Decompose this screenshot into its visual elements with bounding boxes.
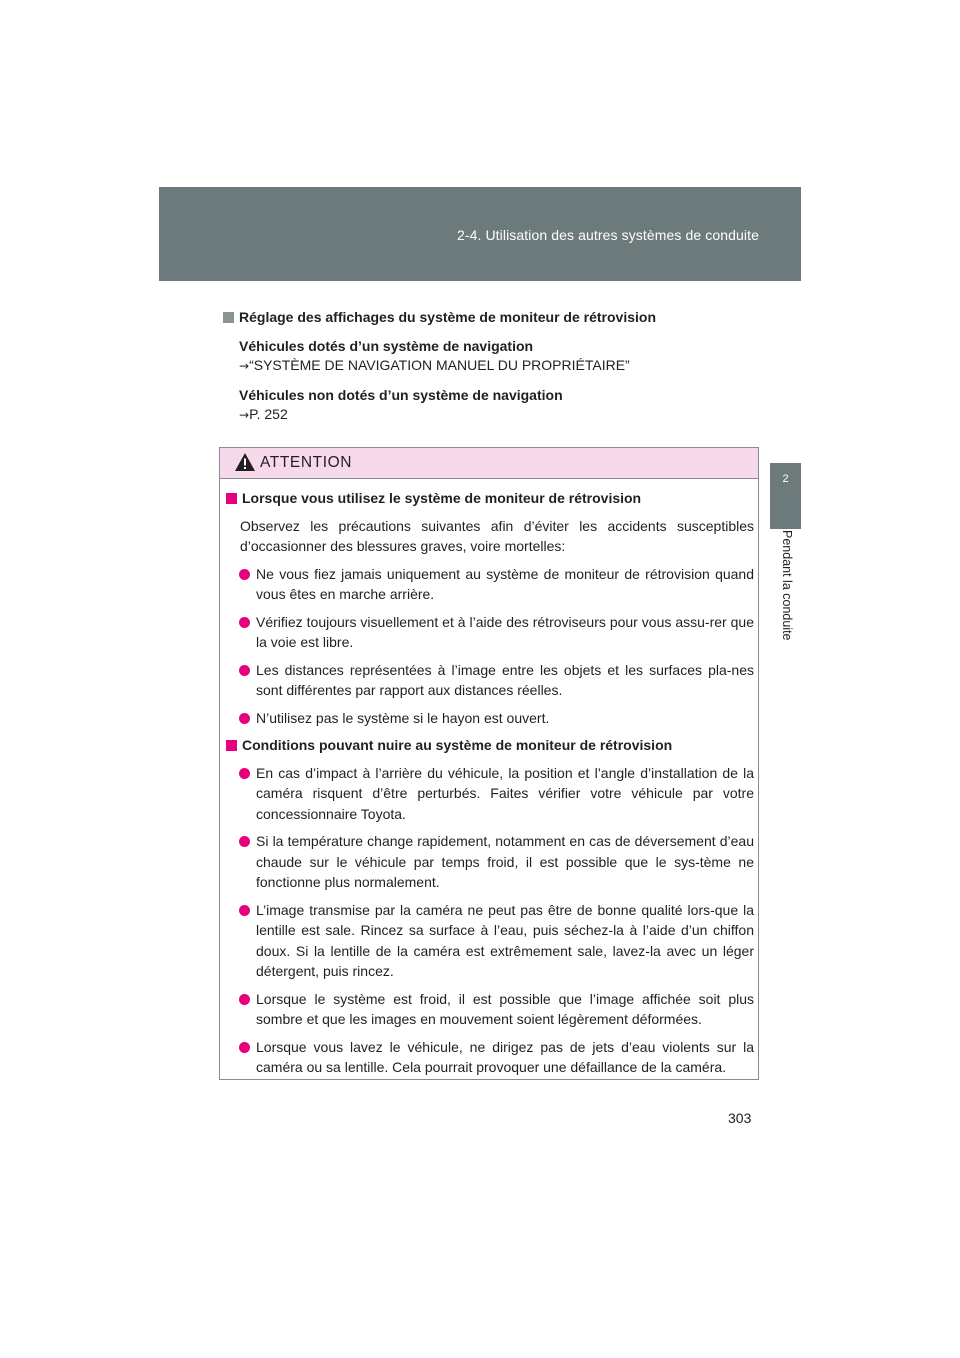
list-item: N’utilisez pas le système si le hayon est ouvert.	[226, 708, 754, 729]
chapter-tab	[770, 463, 801, 529]
list-item: Lorsque le système est froid, il est possible que l’image affichée soit plus sombre et que les images en mouvement soient légèrement déformées.	[226, 989, 754, 1030]
list-item: Lorsque vous lavez le véhicule, ne dirigez pas de jets d’eau violents sur la caméra ou sa lentille. Cela pourrait provoquer une défaillance de la caméra.	[226, 1037, 754, 1078]
no-nav-heading: Véhicules non dotés d’un système de navigation	[239, 387, 563, 403]
nav-heading: Véhicules dotés d’un système de navigation	[239, 338, 534, 354]
bullet-dot-icon	[239, 836, 250, 847]
arrow-right-icon: →	[239, 408, 250, 422]
bullet-dot-icon	[239, 713, 250, 724]
intro-section	[223, 308, 763, 425]
bullet-dot-icon	[239, 905, 250, 916]
list-item: En cas d’impact à l’arrière du véhicule, la position et l’angle d’installation de la caméra risquent d’être perturbés. Faites vérifier votre véhicule par votre concessionnaire Toyota.	[226, 763, 754, 825]
warning-title: ATTENTION	[260, 454, 353, 471]
page-number: 303	[728, 1110, 752, 1126]
list-item: Vérifiez toujours visuellement et à l’aide des rétroviseurs pour vous assu-rer que la voie est libre.	[226, 612, 754, 653]
square-bullet-icon	[226, 493, 237, 504]
list-item: L’image transmise par la caméra ne peut pas être de bonne qualité lors-que la lentille est sale. Rincez sa surface à l’eau, puis séchez-la à l’aide d’un chiffon doux. Si la lentille de la caméra est extrêmement sale, lavez-la avec un léger détergent, puis rincez.	[226, 900, 754, 982]
bullet-dot-icon	[239, 994, 250, 1005]
bullet-dot-icon	[239, 665, 250, 676]
bullet-dot-icon	[239, 768, 250, 779]
bullet-dot-icon	[239, 569, 250, 580]
chapter-number: 2	[782, 473, 789, 485]
nav-reference: →“SYSTÈME DE NAVIGATION MANUEL DU PROPRIÉTAIRE”	[239, 357, 630, 373]
section-title: 2-4. Utilisation des autres systèmes de conduite	[456, 227, 759, 243]
warning-triangle-icon	[234, 452, 256, 472]
bullet-dot-icon	[239, 617, 250, 628]
warning-section-heading: Lorsque vous utilisez le système de moniteur de rétrovision	[226, 488, 754, 509]
bullet-dot-icon	[239, 1042, 250, 1053]
warning-paragraph: Observez les précautions suivantes afin d’éviter les accidents susceptibles d’occasionner des blessures graves, voire mortelles:	[240, 517, 754, 554]
warning-body	[226, 488, 754, 1085]
list-item: Si la température change rapidement, notamment en cas de déversement d’eau chaude sur le véhicule par temps froid, il est possible que le sys-tème ne fonctionne plus normalement.	[226, 831, 754, 893]
square-bullet-icon	[226, 740, 237, 751]
list-item: Les distances représentées à l’image entre les objets et les surfaces pla-nes sont différentes par rapport aux distances réelles.	[226, 660, 754, 701]
warning-header	[220, 448, 758, 479]
warning-box	[219, 447, 759, 1080]
arrow-right-icon: →	[239, 359, 250, 373]
header-band	[159, 187, 801, 281]
page-reference: →P. 252	[239, 406, 288, 422]
chapter-label: Pendant la conduite	[780, 530, 794, 641]
square-bullet-icon	[223, 312, 234, 323]
list-item: Ne vous fiez jamais uniquement au système de moniteur de rétrovision quand vous êtes en marche arrière.	[226, 564, 754, 605]
intro-heading: Réglage des affichages du système de moniteur de rétrovision	[223, 308, 763, 327]
warning-section-heading: Conditions pouvant nuire au système de moniteur de rétrovision	[226, 735, 754, 756]
